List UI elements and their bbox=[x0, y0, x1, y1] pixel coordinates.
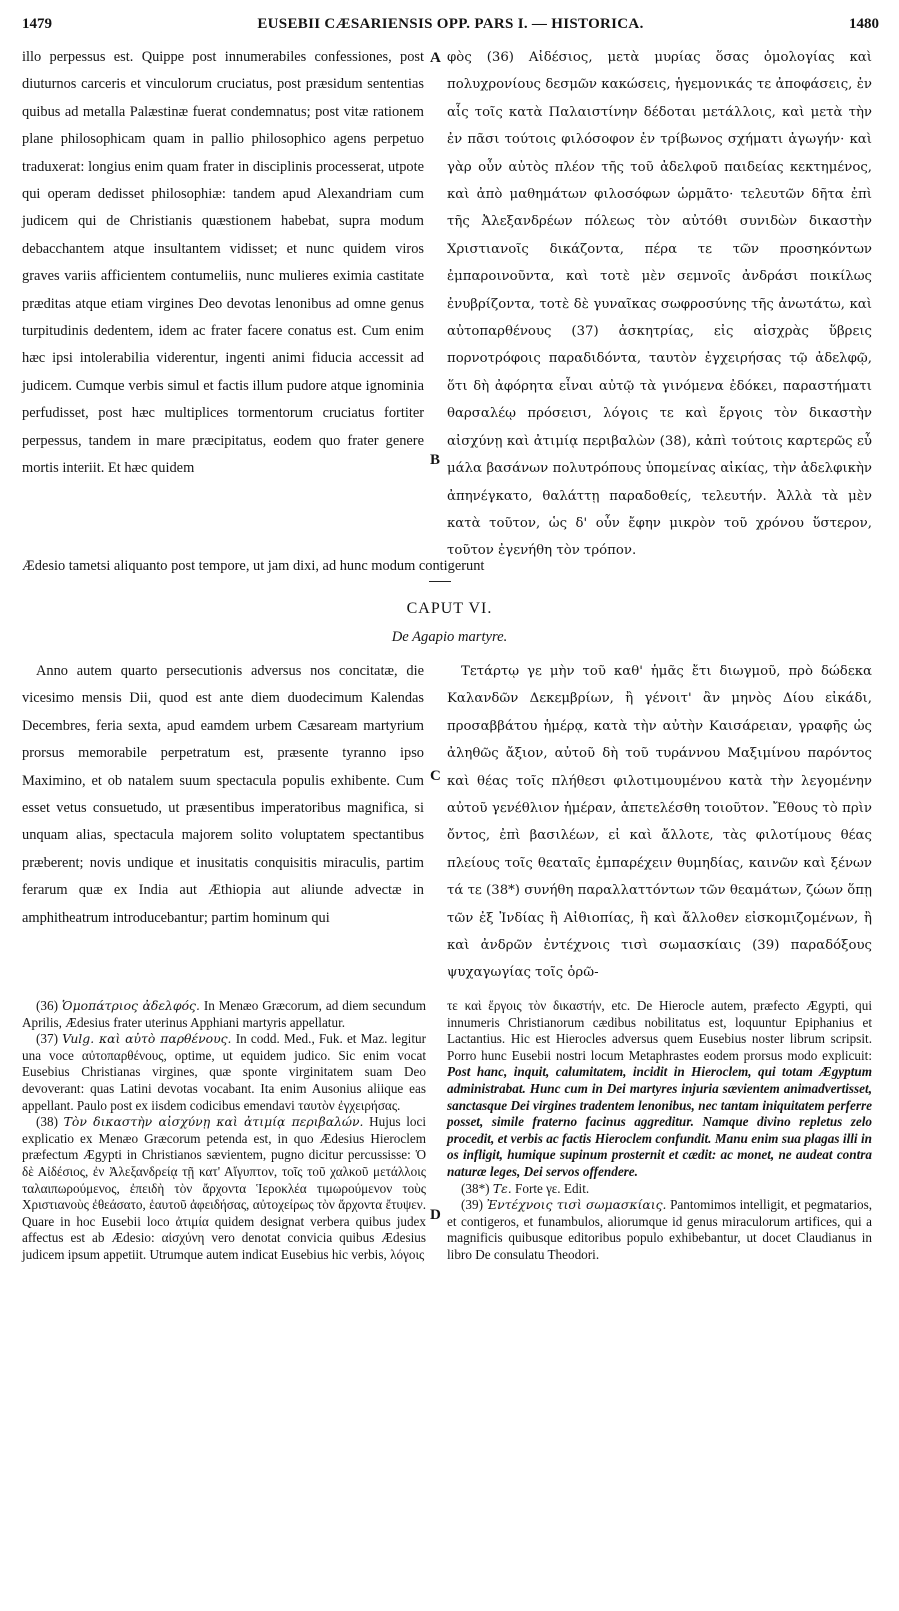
footnote-number: (37) bbox=[36, 1031, 58, 1047]
footnote bbox=[22, 1031, 426, 1114]
greek-paragraph: φὸς (36) Αἰδέσιος, μετὰ μυρίας ὅσας ὁμολογίας καὶ πολυχρονίους δεσμῶν κακώσεις, ἡγεμονικάς τε ἀποφάσεις, ἐν αἷς τοῖς κατὰ Παλαιστίνην δέδοται μετάλλοις, καὶ μετὰ τὴν ἐν πᾶσι τούτοις φιλόσοφον ἐν τρίβωνος σχήματι ἀγωγήν· καὶ γὰρ οὖν αὐτὸς πλέον τῆς τοῦ ἀδελφοῦ παιδείας κεκτημένος, καὶ ἀπὸ μαθημάτων φιλοσόφων ὡρμᾶτο· τελευτῶν δῆτα ἐπὶ τῆς Ἀλεξανδρέων πόλεως τὸν αὐτόθι συνιδὼν δικαστὴν Χριστιανοῖς δικάζοντα, πέρα τε τῶν προσηκόντων ἐμπαροινοῦντα, καὶ τοτὲ μὲν σεμνοῖς ἀνδράσι ποικίλως ἐνυβρίζοντα, τοτὲ δὲ γυναῖκας σωφροσύνης τῆς ἀνωτάτω, καὶ αὐτοπαρθένους (37) ἀσκητρίας, εἰς αἰσχρὰς ὕβρεις πορνοτρόφοις παραδιδόντα, ταυτὸν ἐγχειρήσας τῷ ἀδελφῷ, ὅτι δὴ ἀφόρητα εἶναι αὐτῷ τὰ γινόμενα ἐδόκει, παραστήματι θαρσαλέῳ πρόσεισι, λόγοις τε καὶ ἔργοις τὸν δικαστὴν αἰσχύνῃ καὶ ἀτιμίᾳ περιβαλὼν (38), κἀπὶ τούτοις καρτερῶς εὖ μάλα βασάνων πολυτρόπους ὑπομείνας αἰκίας, τὴν ἀδελφικὴν ἀπηνέγκατο, θαλάττῃ παραδοθείς, τελευτήν. Ἀλλὰ τὰ μὲν κατὰ τοῦτον, ὡς δ' οὖν ἔφην μικρὸν τοῦ χρόνου ὕστερον, τοῦτον ἐγενήθη τὸν τρόπον. bbox=[447, 50, 872, 559]
footnote-text: In codd. Med., Fuk. et Maz. legitur una voce αὐτοπαρθένους, optime, ut equidem judico. Sic enim vocat Eusebius Christianas virgines, quæ sponte virginitatem suam Deo devoverant: quas Latini devotas vocabant. Ita enim Ausonius aliique eas appellant. Paulo post ex iisdem codicibus emendavi ταυτὸν ἐγχειρήσας. bbox=[22, 1031, 426, 1113]
footnote-lemma: Vulg. καὶ αὐτὸ παρθένους. bbox=[62, 1031, 232, 1047]
footnote-continuation bbox=[447, 998, 872, 1181]
footnotes-right bbox=[447, 998, 872, 1264]
footnote-text: Pantomimos intelligit, et pegmatarios, et contigeros, et funambulos, aliorumque id genus miraculorum artifices, qui a magnificis quibusque editoribus populo exhibebantur, ut docet Claudianus in libro De consulatu Theodori. bbox=[447, 1197, 873, 1262]
running-header bbox=[22, 14, 879, 42]
greek-column-chapter bbox=[447, 658, 872, 987]
section-divider bbox=[429, 581, 451, 582]
margin-letter-d: D bbox=[430, 1207, 441, 1223]
chapter-heading: CAPUT VI. bbox=[406, 600, 493, 617]
footnote bbox=[22, 1114, 426, 1263]
metaphrastes-quote: Post hanc, inquit, calumitatem, incidit in Hieroclem, qui totam Ægyptum administrabat. Hunc cum in Dei martyres injuria sævientem animadvertisset, sanctasque Dei virgines tradentem lenonibus, nec tantam iniquitatem perferre posset, simile fraterno facinus aggreditur. Namque divino repletus zelo procedit, et verbis ac factis Hieroclem confundit. Manu enim sua plagas illi in os infligit, humique supinum prosternit et cædit: ac monet, ne audeat contra naturæ leges, Dei servos offendere. bbox=[447, 1064, 872, 1179]
greek-paragraph: Τετάρτῳ γε μὴν τοῦ καθ' ἡμᾶς ἔτι διωγμοῦ, πρὸ δώδεκα Καλανδῶν Δεκεμβρίων, ἢ γένοιτ' ἂν μηνὸς Δίου εἰκάδι, προσαββάτου ἡμέρᾳ, κατὰ τὴν αὐτὴν Καισάρειαν, γραφῆς ὡς ἀληθῶς ἄξιον, αὐτοῦ δὴ τοῦ τυράννου Μαξιμίνου παρόντος καὶ θέας τοῖς πλήθεσι φιλοτιμουμένου κατὰ τὴν λεγομένην αὐτοῦ γενέθλιον ἡμέραν, ἀπετελέσθη τοιοῦτον. Ἔθους τὸ πρὶν ὄντος, ἐπὶ βασιλέων, εἰ καὶ ἄλλοτε, τὰς φιλοτίμους θέας πλείους τοῖς θεαταῖς ἐμπαρέχειν θυμηδίας, καινῶν καὶ ξένων τά τε (38*) συνήθη παραλλαττόντων τῶν θεαμάτων, ζώων ὅπῃ τῶν ἐξ Ἰνδίας ἢ Αἰθιοπίας, ἢ καὶ ἄλλοθεν εἰσκομιζομένων, ἢ καὶ ἀνδρῶν ἐντέχνοις τισὶ σωμασκίαις (39) παραδόξους ψυχαγωγίας τοῖς ὁρῶ- bbox=[447, 664, 872, 981]
footnote-lemma: Ἐντέχνοις τισὶ σωμασκίαις. bbox=[486, 1197, 667, 1213]
footnote bbox=[22, 998, 426, 1031]
footnote-number: (38) bbox=[36, 1114, 58, 1130]
chapter-subtitle: De Agapio martyre. bbox=[391, 629, 508, 645]
latin-continuation-line: Ædesio tametsi aliquanto post tempore, ut jam dixi, ad hunc modum contigerunt bbox=[22, 558, 485, 574]
margin-letter-c: C bbox=[430, 768, 441, 784]
margin-letter-a: A bbox=[430, 50, 441, 66]
latin-column-top bbox=[22, 44, 424, 483]
footnote-text: Hujus loci explicatio ex Menæo Græcorum petenda est, in quo Ædesius Hieroclem præfectum Ægypti in Christianos sævientem, pugno dicitur percussisse: Ὁ δὲ Αἰδέσιος, ἐν Ἀλεξανδρείᾳ τῇ κατ' Αἴγυπτον, τοῖς τοῦ χαλκοῦ μετάλλοις ταλαιπωρούμενος, ἐπειδὴ τὸν ἄρχοντα Ἱεροκλέα τιμωρούμενον τοὺς Χριστιανοὺς ἐθεάσατο, ἑαυτοῦ ἀφειδήσας, αὐτοχείρως τὸν ἄρχοντα ἔτυψεν. Quare in hoc Eusebii loco ἀτιμία quidem designat verbera quibus judex affectus est ab Ædesio: αἰσχύνη vero denotat convicia quibus Ædesius judicem ipsum appetiit. Utrumque autem indicat Eusebius hic verbis, λόγοις bbox=[22, 1114, 427, 1262]
footnote-lemma: Τὸν δικαστὴν αἰσχύνῃ καὶ ἀτιμίᾳ περιβαλών. bbox=[63, 1114, 364, 1130]
greek-column-top bbox=[447, 44, 872, 565]
latin-column-chapter bbox=[22, 658, 424, 932]
footnote-number: (39) bbox=[461, 1197, 483, 1213]
footnote bbox=[447, 1197, 872, 1263]
footnotes-left bbox=[22, 998, 426, 1264]
latin-paragraph: Anno autem quarto persecutionis adversus nos concitatæ, die vicesimo mensis Dii, quod est ante diem duodecimum Kalendas Decembres, feria sexta, apud eamdem urbem Cæsaream martyrium prorsus memorabile perpetratum est, præsente tyranno ipso Maximino, et ob natalem suum spectacula populis exhibente. Cum esset vetus consuetudo, ut præsentibus imperatoribus magnifica, si unquam alias, spectacula majorem solito voluptatem spectantibus præberent; novis undique et inusitatis conquisitis miraculis, partim ferarum quæ ex India aut Æthiopia aut aliunde advectæ in amphitheatrum introducebantur; partim hominum qui bbox=[22, 663, 424, 926]
latin-paragraph: illo perpessus est. Quippe post innumerabiles confessiones, post diuturnos carceris et vinculorum cruciatus, post præsidum sententias quibus ad metalla Palæstinæ fuerat condemnatus; post vitæ rationem plane philosophicam quam in pallio philosophico agens perpetuo traduxerat: longius enim quam frater in disciplinis processerat, utpote qui operam dedisset philosophiæ: tandem apud Alexandriam cum judicem qui de Christianis quæstionem habebat, supra modum debacchantem atque insultantem vidisset; et nunc quidem viros graves variis afficientem contumeliis, nunc mulieres eximia castitate præditas atque etiam virgines Deo devotas lenonibus ad omne genus turpitudinis dedentem, idem ac frater facere conatus est. Cum enim hæc ipsi intolerabilia viderentur, ingenti animi fiducia accessit ad judicem. Cumque verbis simul et factis illum pudore atque ignominia perfudisset, post hæc multiplices tormentorum cruciatus fortiter perpessus, tandem in mare præcipitatus, eodem quo frater genere mortis interiit. Et hæc quidem bbox=[22, 49, 424, 477]
footnote-lemma: Τε. bbox=[492, 1180, 512, 1196]
footnote-text: Forte γε. Edit. bbox=[515, 1180, 590, 1196]
margin-letter-b: B bbox=[430, 452, 441, 468]
footnote-text: τε καὶ ἔργοις τὸν δικαστήν, etc. De Hierocle autem, præfecto Ægypti, qui innumeris Christianorum cædibus nobilitatus est, loquuntur Epiphanius et Lactantius. Hic est Hierocles adversus quem Eusebius noster librum scripsit. Porro hunc Eusebii nostri locum Metaphrastes eodem prorsus modo explicuit: bbox=[447, 998, 872, 1063]
footnote-number: (38*) bbox=[461, 1180, 490, 1196]
footnote-number: (36) bbox=[36, 998, 58, 1013]
page-number-right: 1480 bbox=[849, 16, 879, 32]
footnote-lemma: Ὁμοπάτριος ἀδελφός. bbox=[61, 998, 200, 1013]
footnote bbox=[447, 1181, 872, 1198]
footnote-text: In Menæo Græcorum, ad diem secundum Aprilis, Ædesius frater uterinus Apphiani martyris appellatur. bbox=[22, 998, 427, 1030]
page-number-left: 1479 bbox=[22, 16, 52, 32]
running-title: EUSEBII CÆSARIENSIS OPP. PARS I. — HISTORICA. bbox=[257, 16, 644, 32]
